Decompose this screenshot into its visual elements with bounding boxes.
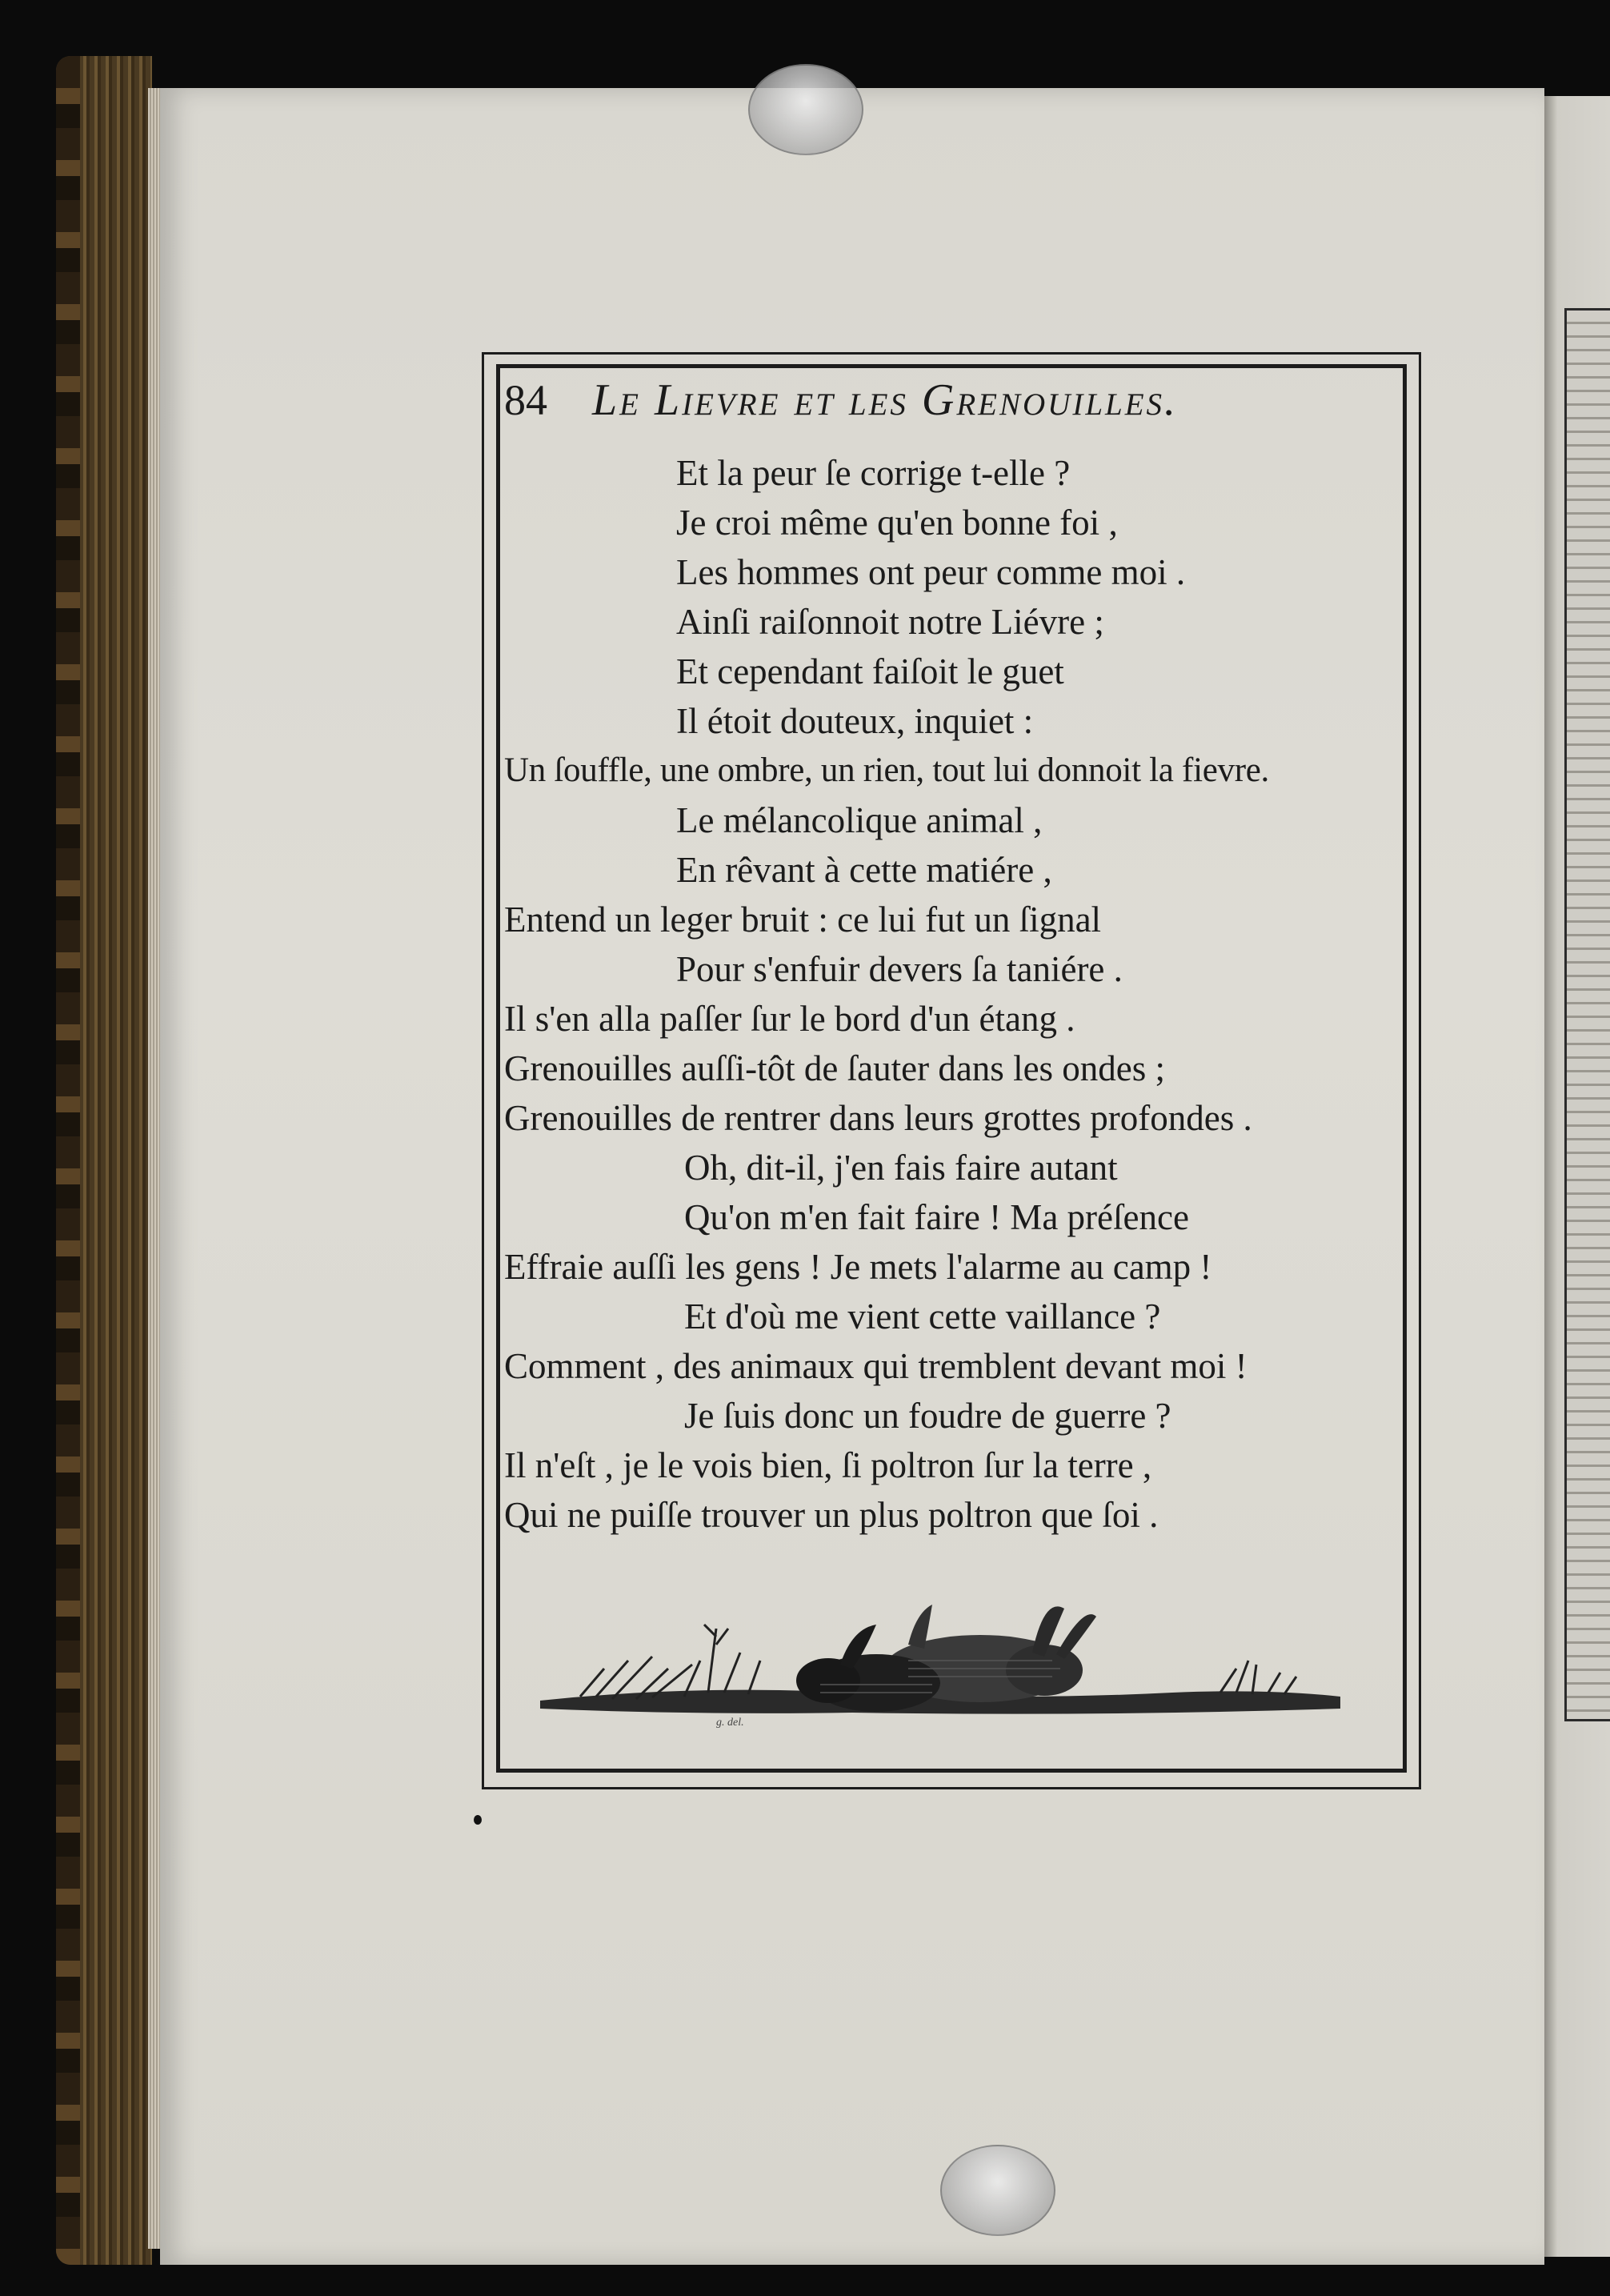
poem-line: Et d'où me vient cette vaillance ? (684, 1296, 1161, 1336)
poem-line: En rêvant à cette matiére , (676, 850, 1052, 890)
poem-line: Je croi même qu'en bonne foi , (676, 503, 1118, 543)
page-number: 84 (504, 376, 547, 424)
page-clip-bottom (940, 2145, 1055, 2236)
poem-line: Pour s'enfuir devers ſa taniére . (676, 949, 1123, 989)
page-header (504, 368, 1392, 432)
poem-line: Et la peur ſe corrige t-elle ? (676, 453, 1071, 493)
poem-line: Ainſi raiſonnoit notre Liévre ; (676, 602, 1104, 642)
poem-line: Oh, dit-il, j'en fais faire autant (684, 1148, 1118, 1188)
poem-line: Il n'eſt , je le vois bien, ſi poltron ſur la terre , (504, 1445, 1152, 1485)
poem-line: Il s'en alla paſſer ſur le bord d'un étang . (504, 999, 1075, 1039)
poem-line: Je ſuis donc un foudre de guerre ? (684, 1396, 1171, 1436)
poem-line: Grenouilles de rentrer dans leurs grottes profondes . (504, 1098, 1252, 1138)
ink-speck (474, 1815, 482, 1825)
page-clip-top (748, 64, 863, 155)
hares-vignette (532, 1581, 1348, 1741)
poem-line: Comment , des animaux qui tremblent devant moi ! (504, 1346, 1248, 1386)
poem-line: Et cependant faiſoit le guet (676, 651, 1064, 691)
running-title: Le Lievre et les Grenouilles. (592, 375, 1179, 425)
poem-line: Il étoit douteux, inquiet : (676, 701, 1034, 741)
poem-line: Qui ne puiſſe trouver un plus poltron que ſoi . (504, 1495, 1159, 1535)
poem-line: Effraie auſſi les gens ! Je mets l'alarme au camp ! (504, 1247, 1212, 1287)
book-spine (56, 56, 80, 2265)
poem-line: Grenouilles auſſi-tôt de ſauter dans les ondes ; (504, 1048, 1166, 1088)
poem-line: Les hommes ont peur comme moi . (676, 552, 1186, 592)
poem-line: Un ſouffle, une ombre, un rien, tout lui donnoit la fievre. (504, 751, 1269, 789)
poem-line: Le mélancolique animal , (676, 800, 1043, 840)
engraver-signature: g. del. (716, 1717, 744, 1729)
poem-line: Qu'on m'en fait faire ! Ma préſence (684, 1197, 1189, 1237)
facing-page-ornament (1564, 308, 1610, 1721)
poem-line: Entend un leger bruit : ce lui fut un ſignal (504, 900, 1102, 940)
